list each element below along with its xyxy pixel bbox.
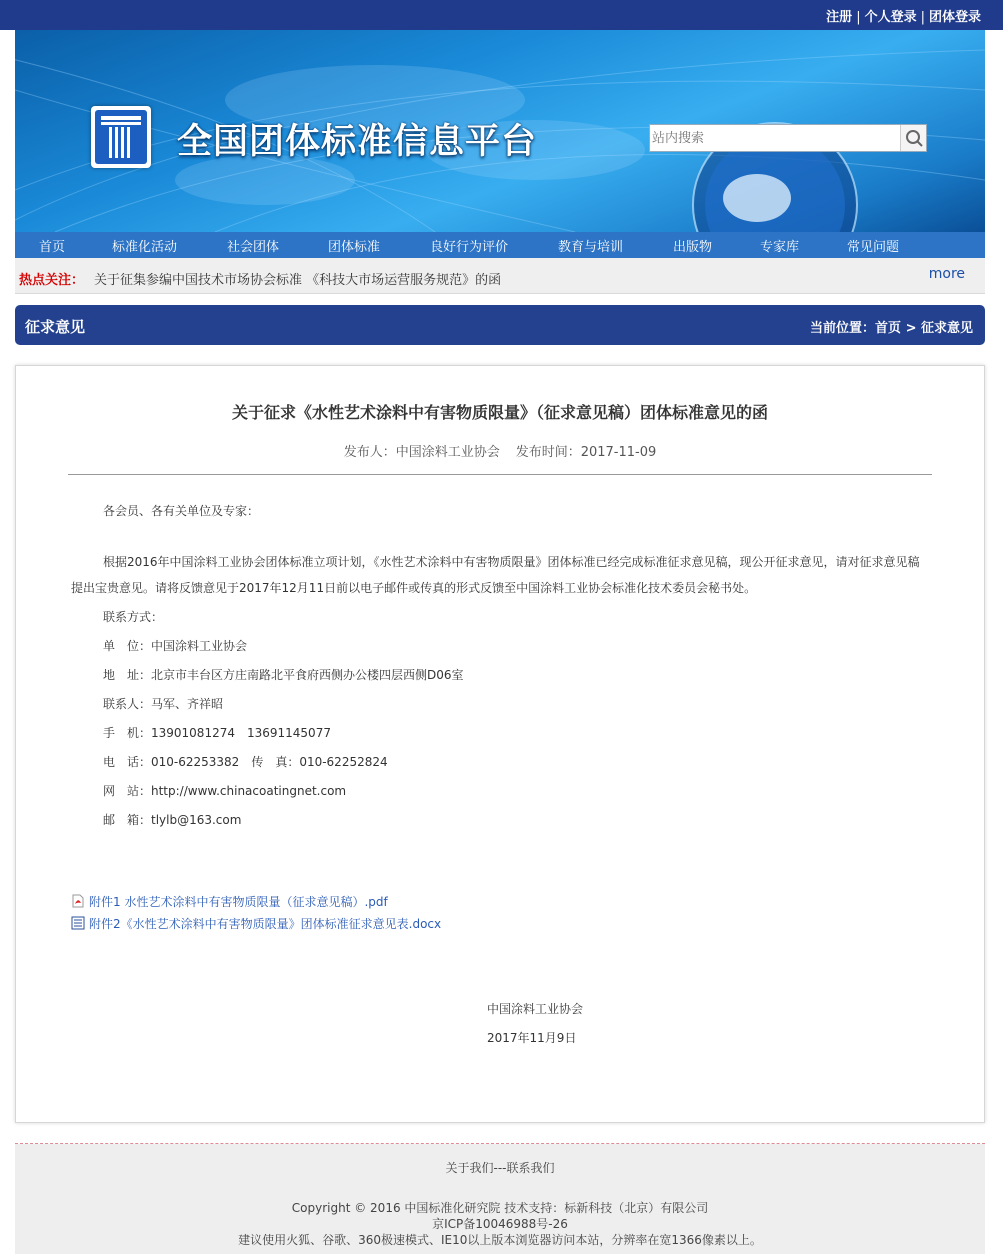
footer-links[interactable]: 关于我们---联系我们 xyxy=(445,1161,555,1175)
nav-item-group-standards[interactable]: 团体标准 xyxy=(328,240,381,255)
search-input[interactable] xyxy=(650,125,898,151)
hot-topic-link[interactable]: 关于征集参编中国技术市场协会标准 《科技大市场运营服务规范》的函 xyxy=(94,273,502,288)
signature-date: 2017年11月9日 xyxy=(487,1031,577,1045)
divider xyxy=(68,474,932,475)
publisher: 发布人：中国涂料工业协会 xyxy=(343,445,500,460)
banner xyxy=(15,30,985,232)
nav-item-faq[interactable]: 常见问题 xyxy=(847,240,900,255)
signature-org: 中国涂料工业协会 xyxy=(487,1002,584,1016)
contact-phone-fax: 电 话：010-62253382 传 真：010-62252824 xyxy=(103,755,388,769)
body-paragraph-line: 根据2016年中国涂料工业协会团体标准立项计划，《水性艺术涂料中有害物质限量》团体标准已经完成标准征求意见稿，现公开征求意见，请对征求意见稿 xyxy=(103,555,920,569)
section-title: 征求意见 xyxy=(25,318,86,336)
top-bar xyxy=(0,0,1003,30)
contact-website: 网 站：http://www.chinacoatingnet.com xyxy=(103,784,347,798)
nav-item-experts[interactable]: 专家库 xyxy=(760,240,800,255)
attachment-link-docx[interactable] xyxy=(71,915,441,932)
article-meta xyxy=(16,441,984,460)
icp-number: 京ICP备10046988号-26 xyxy=(432,1217,568,1231)
publish-time: 发布时间：2017-11-09 xyxy=(515,445,657,460)
more-link[interactable]: more xyxy=(928,266,965,282)
nav-item-evaluation[interactable]: 良好行为评价 xyxy=(430,240,509,255)
attachment-link-pdf[interactable] xyxy=(71,893,388,910)
body-paragraph-line: 提出宝贵意见。请将反馈意见于2017年12月11日前以电子邮件或传真的形式反馈至中国涂料工业协会标准化技术委员会秘书处。 xyxy=(71,581,757,595)
account-links xyxy=(826,6,981,25)
separator: | xyxy=(856,10,861,25)
contact-person: 联系人：马军、齐祥昭 xyxy=(103,697,224,711)
footer xyxy=(15,1144,985,1254)
nav-item-training[interactable]: 教育与培训 xyxy=(558,240,624,255)
contact-email: 邮 箱：tlylb@163.com xyxy=(103,813,242,827)
contact-address: 地 址：北京市丰台区方庄南路北平食府西侧办公楼四层西侧D06室 xyxy=(103,668,464,682)
group-login-link[interactable]: 团体登录 xyxy=(928,10,981,25)
copyright: Copyright © 2016 中国标准化研究院 技术支持：标新科技（北京）有限公司 xyxy=(291,1201,709,1215)
nav-item-publications[interactable]: 出版物 xyxy=(673,240,713,255)
nav-item-social-groups[interactable]: 社会团体 xyxy=(227,240,280,255)
attachment-label[interactable]: 附件2《水性艺术涂料中有害物质限量》团体标准征求意见表.docx xyxy=(89,917,442,931)
separator: | xyxy=(920,10,925,25)
contact-org: 单 位：中国涂料工业协会 xyxy=(103,639,248,653)
attachment-label[interactable]: 附件1 水性艺术涂料中有害物质限量（征求意见稿）.pdf xyxy=(89,895,388,909)
article-panel xyxy=(15,365,985,1123)
standard-logo-icon xyxy=(91,106,151,168)
breadcrumb[interactable]: 当前位置：首页 > 征求意见 xyxy=(810,321,973,336)
register-link[interactable]: 注册 xyxy=(826,10,853,25)
hot-label: 热点关注： xyxy=(19,273,85,288)
section-header xyxy=(15,305,985,345)
search-button[interactable] xyxy=(900,125,926,151)
search-icon xyxy=(901,125,927,151)
nav-item-standardization[interactable]: 标准化活动 xyxy=(112,240,178,255)
site-title: 全国团体标准信息平台 xyxy=(177,122,538,162)
pdf-icon xyxy=(71,894,85,908)
contact-heading: 联系方式： xyxy=(103,610,164,624)
site-search xyxy=(649,124,927,152)
nav-item-home[interactable]: 首页 xyxy=(39,240,66,255)
browser-note: 建议使用火狐、谷歌、360极速模式、IE10以上版本浏览器访问本站，分辨率在宽1366像素以上。 xyxy=(238,1233,762,1247)
hot-topics-bar xyxy=(15,258,985,294)
main-nav xyxy=(15,232,985,258)
personal-login-link[interactable]: 个人登录 xyxy=(864,10,917,25)
word-doc-icon xyxy=(71,916,85,930)
article-title: 关于征求《水性艺术涂料中有害物质限量》（征求意见稿）团体标准意见的函 xyxy=(231,403,768,422)
salutation: 各会员、各有关单位及专家： xyxy=(103,504,260,518)
contact-mobile: 手 机：13901081274 13691145077 xyxy=(103,726,331,740)
